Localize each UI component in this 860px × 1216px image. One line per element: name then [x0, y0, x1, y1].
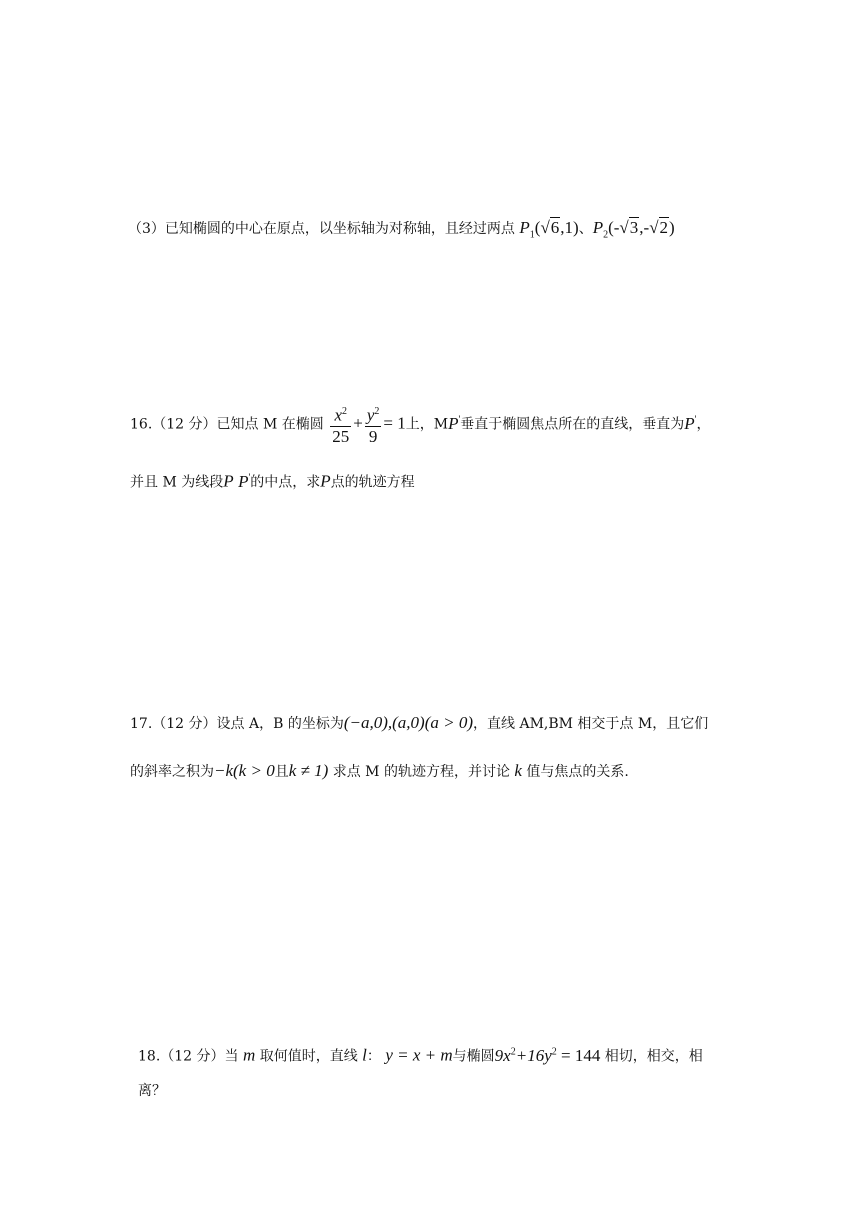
- sqrt-6: √6: [540, 218, 560, 237]
- question-18-line-2: 离？: [138, 1083, 166, 1099]
- question-text: 已知椭圆的中心在原点，以坐标轴为对称轴，且经过两点: [164, 221, 515, 237]
- point-p2: $P_2$: [592, 218, 609, 241]
- question-16-line-2: 并且 M 为线段P P'的中点，求P点的轨迹方程: [130, 471, 415, 491]
- question-label: 16.: [130, 416, 153, 433]
- question-label: 17.: [130, 716, 153, 732]
- question-score: （12 分）: [152, 416, 217, 433]
- question-18-line-1: 18.（12 分）当 m 取何值时，直线 l： y = x + m与椭圆$9x^2+16y^2 = 144$ 相切，相交，相: [138, 1045, 703, 1065]
- fraction-y2-over-9: $\frac{y^2}{9}$: [365, 402, 382, 447]
- slope-expression: −k(k > 0且k ≠ 1): [214, 761, 329, 780]
- ellipse-equation: $9x^2+16y^2 = 144$: [494, 1045, 601, 1065]
- coords-expression: (−a,0),(a,0)(a > 0): [343, 713, 474, 732]
- question-label: 18.: [138, 1048, 161, 1065]
- question-16-line-1: 16.（12 分）已知点 M 在椭圆 $\frac{x^2}{25}$ + $\frac{y^2}{9}$ = 1上，MP'垂直于椭圆焦点所在的直线，垂直为P'，: [130, 396, 710, 449]
- sqrt-2: √2: [649, 218, 669, 237]
- question-15-part-3: （3）已知椭圆的中心在原点，以坐标轴为对称轴，且经过两点 $P_1(√6,1)$、$P_2(-√3,-√2)$: [128, 218, 675, 241]
- question-score: （12 分）: [160, 1048, 225, 1065]
- fraction-x2-over-25: $\frac{x^2}{25}$: [330, 402, 351, 447]
- sqrt-3: √3: [619, 218, 639, 237]
- question-label: （3）: [128, 221, 165, 237]
- line-equation: y = x + m: [385, 1045, 453, 1065]
- point-p1: $P_1$: [519, 218, 535, 241]
- question-17-line-2: 的斜率之积为−k(k > 0且k ≠ 1) 求点 M 的轨迹方程，并讨论 k 值与焦点的关系.: [130, 761, 629, 780]
- question-17-line-1: 17.（12 分）设点 A，B 的坐标为(−a,0),(a,0)(a > 0)，直线 AM,BM 相交于点 M，且它们: [130, 713, 709, 732]
- question-score: （12 分）: [152, 716, 217, 732]
